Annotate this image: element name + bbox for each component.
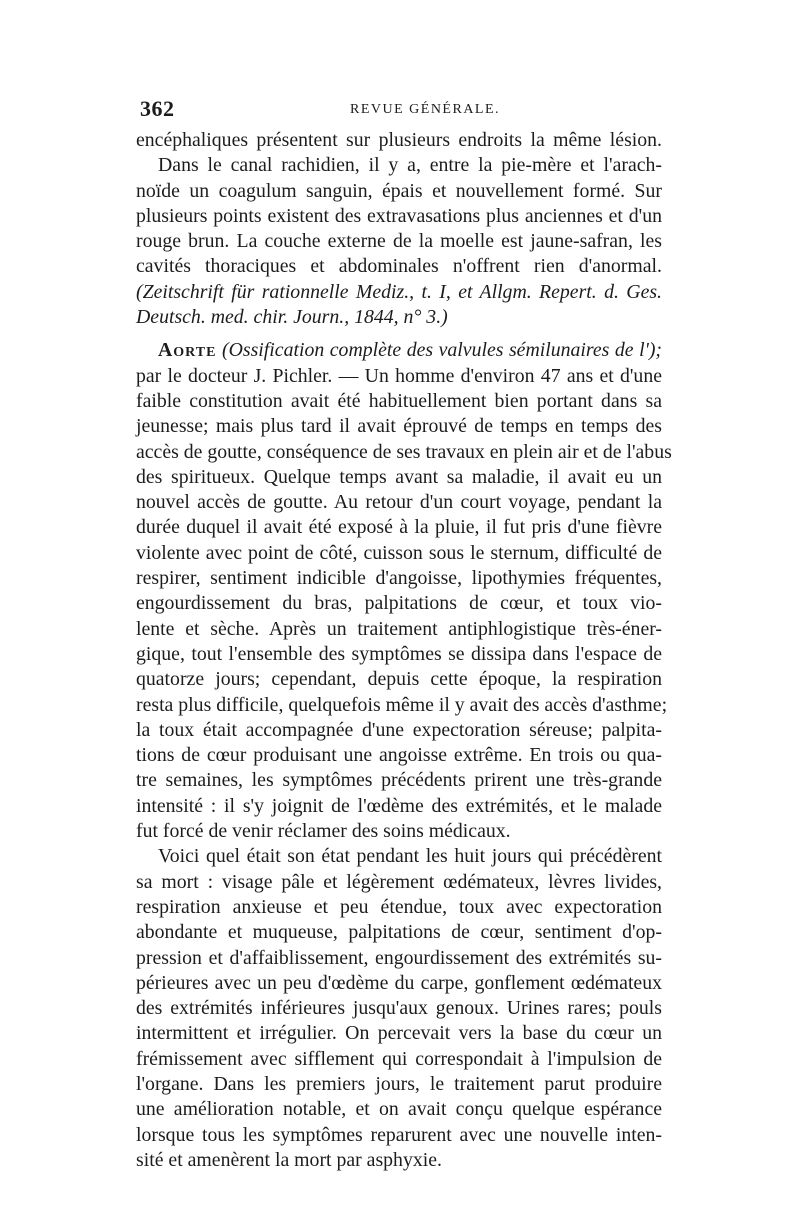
paragraph-2 [136, 338, 672, 844]
text-line [136, 338, 662, 363]
text-line: frémissement avec sifflement qui correspondait à l'impulsion de [136, 1047, 662, 1070]
text-line: engourdissement du bras, palpitations de cœur, et toux vio- [136, 592, 662, 615]
text-line: durée duquel il avait été exposé à la pluie, il fut pris d'une fièvre [136, 516, 662, 539]
text-line: respirer, sentiment indicible d'angoisse, lipothymies fréquentes, [136, 567, 662, 590]
text-line: par le docteur J. Pichler. — Un homme d'environ 47 ans et d'une [136, 364, 662, 387]
text-line: rouge brun. La couche externe de la moelle est jaune-safran, les [136, 230, 662, 253]
text-line: noïde un coagulum sanguin, épais et nouvellement formé. Sur [136, 179, 662, 202]
text-line: pression et d'affaiblissement, engourdissement des extrémités su- [136, 946, 662, 969]
text-line: respiration anxieuse et peu étendue, toux avec expectoration [136, 895, 662, 918]
text-line: lente et sèche. Après un traitement antiphlogistique très-éner- [136, 617, 662, 640]
text-line: cavités thoraciques et abdominales n'offrent rien d'anormal. [136, 255, 662, 278]
text-line: tre semaines, les symptômes précédents prirent une très-grande [136, 769, 662, 792]
paragraph-3 [136, 844, 662, 1173]
text-line: Voici quel était son état pendant les huit jours qui précédèrent [158, 845, 662, 868]
text-line: lorsque tous les symptômes reparurent avec une nouvelle inten- [136, 1123, 662, 1146]
page-header [140, 96, 660, 126]
citation-line: (Zeitschrift für rationnelle Mediz., t. I, et Allgm. Repert. d. Ges. [136, 280, 662, 303]
text-line: sité et amenèrent la mort par asphyxie. [136, 1148, 442, 1171]
text-line: quatorze jours; cependant, depuis cette époque, la respiration [136, 668, 662, 691]
citation-line: Deutsch. med. chir. Journ., 1844, n° 3.) [136, 306, 448, 329]
text-line: tions de cœur produisant une angoisse extrême. En trois ou qua- [136, 744, 662, 767]
text-line: faible constitution avait été habituellement bien portant dans sa [136, 389, 662, 412]
page-number: 362 [140, 96, 175, 121]
text-line: encéphaliques présentent sur plusieurs endroits la même lésion. [136, 129, 662, 151]
text-line: jeunesse; mais plus tard il avait éprouvé de temps en temps des [136, 415, 662, 438]
text-line: intermittent et irrégulier. On percevait vers la base du cœur un [136, 1022, 662, 1045]
text-line: gique, tout l'ensemble des symptômes se dissipa dans l'espace de [136, 642, 662, 665]
running-head: REVUE GÉNÉRALE. [350, 102, 501, 117]
text-line: abondante et muqueuse, palpitations de cœur, sentiment d'op- [136, 921, 662, 944]
text-line: périeures avec un peu d'œdème du carpe, gonflement œdémateux [136, 971, 662, 994]
text-line: des extrémités inférieures jusqu'aux genoux. Urines rares; pouls [136, 997, 662, 1020]
text-line: des spiritueux. Quelque temps avant sa maladie, il avait eu un [136, 465, 662, 488]
text-line: resta plus difficile, quelquefois même il y avait des accès d'asthme; [136, 693, 668, 716]
text-line: intensité : il s'y joignit de l'œdème des extrémités, et le malade [136, 794, 662, 817]
text-line: plusieurs points existent des extravasations plus anciennes et d'un [136, 204, 662, 227]
paragraph-1 [136, 128, 662, 330]
text-line: l'organe. Dans les premiers jours, le traitement parut produire [136, 1072, 662, 1095]
section-lead: Aorte [158, 339, 217, 362]
text-line: nouvel accès de goutte. Au retour d'un court voyage, pendant la [136, 491, 662, 514]
text-line: la toux était accompagnée d'une expectoration séreuse; palpita- [136, 718, 662, 741]
text-line: violente avec point de côté, cuisson sous le sternum, difficulté de [136, 541, 662, 564]
text-line: une amélioration notable, et on avait conçu quelque espérance [136, 1098, 662, 1121]
text-line: Dans le canal rachidien, il y a, entre la pie-mère et l'arach- [158, 154, 662, 177]
text-line: fut forcé de venir réclamer des soins médicaux. [136, 820, 511, 843]
article-title: (Ossification complète des valvules sémilunaires de l'); [222, 339, 662, 362]
text-line: accès de goutte, conséquence de ses travaux en plein air et de l'abus [136, 440, 672, 463]
body-text [136, 128, 672, 1173]
text-line: sa mort : visage pâle et légèrement œdémateux, lèvres livides, [136, 870, 662, 893]
